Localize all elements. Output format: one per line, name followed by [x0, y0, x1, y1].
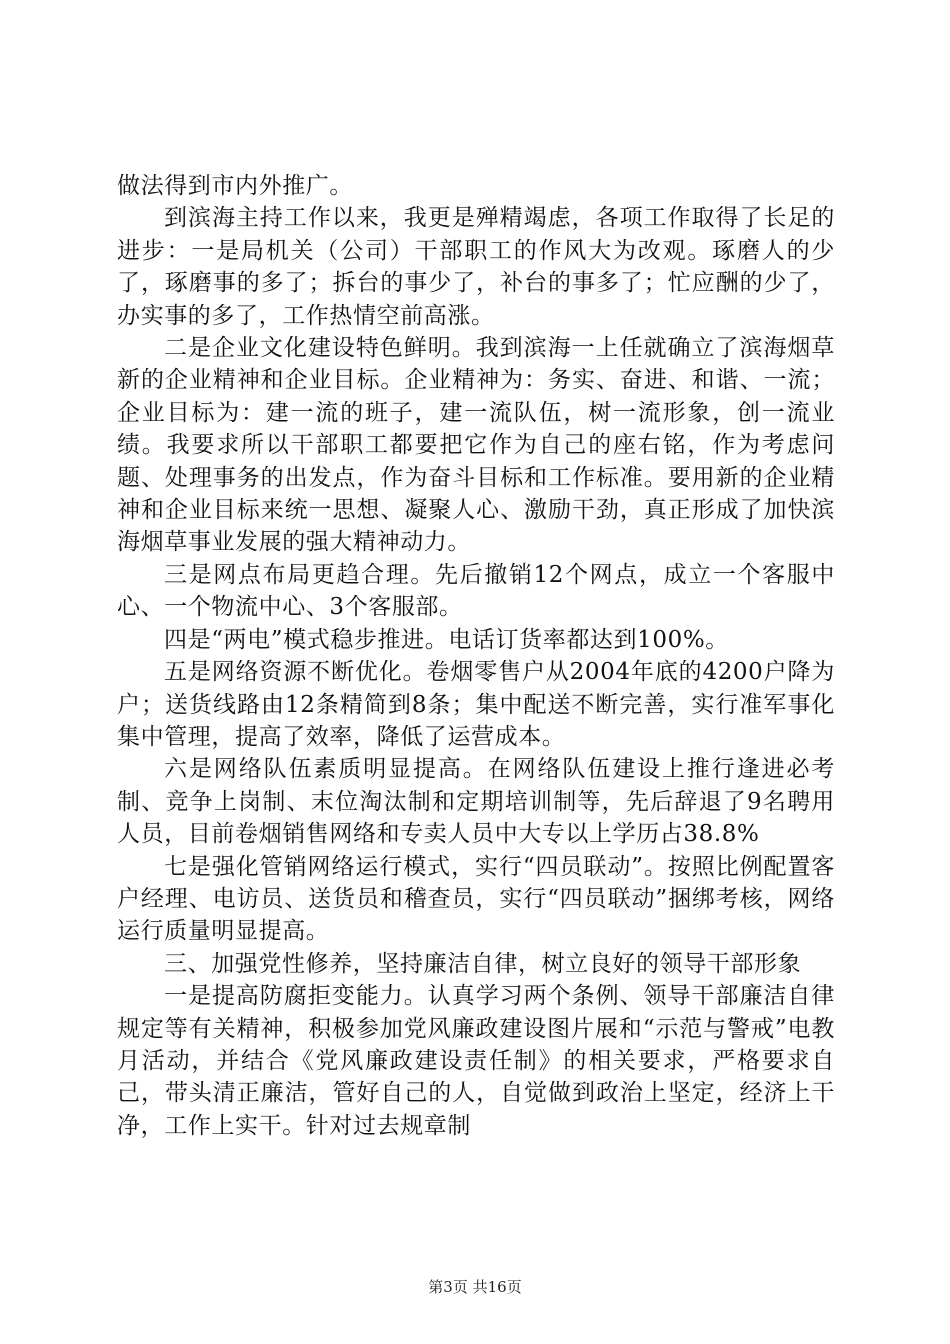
paragraph-2: 到滨海主持工作以来，我更是殚精竭虑，各项工作取得了长足的进步：一是局机关（公司）干部职工的作风大为改观。琢磨人的少了，琢磨事的多了；拆台的事少了，补台的事多了；忙应酬的少了，办实事的多了，工作热情空前高涨。	[117, 205, 835, 329]
paragraph-10: 一是提高防腐拒变能力。认真学习两个条例、领导干部廉洁自律规定等有关精神，积极参加党风廉政建设图片展和“示范与警戒”电教月活动，并结合《党风廉政建设责任制》的相关要求，严格要求自己，带头清正廉洁，管好自己的人，自觉做到政治上坚定，经济上干净，工作上实干。针对过去规章制	[117, 983, 835, 1139]
paragraph-1: 做法得到市内外推广。	[117, 173, 353, 199]
document-body	[117, 170, 835, 1142]
paragraph-4: 三是网点布局更趋合理。先后撤销12个网点，成立一个客服中心、一个物流中心、3个客服部。	[117, 561, 835, 621]
paragraph-5: 四是“两电”模式稳步推进。电话订货率都达到100%。	[164, 626, 729, 653]
section-heading: 三、加强党性修养，坚持廉洁自律，树立良好的领导干部形象	[164, 950, 802, 977]
page-footer: 第3页 共16页	[428, 1278, 522, 1296]
paragraph-7: 六是网络队伍素质明显提高。在网络队伍建设上推行逢进必考制、竞争上岗制、末位淘汰制和定期培训制等，先后辞退了9名聘用人员，目前卷烟销售网络和专卖人员中大专以上学历占38.8%	[117, 756, 835, 848]
paragraph-3: 二是企业文化建设特色鲜明。我到滨海一上任就确立了滨海烟草新的企业精神和企业目标。企业精神为：务实、奋进、和谐、一流；企业目标为：建一流的班子，建一流队伍，树一流形象，创一流业绩。我要求所以干部职工都要把它作为自己的座右铭，作为考虑问题、处理事务的出发点，作为奋斗目标和工作标准。要用新的企业精神和企业目标来统一思想、凝聚人心、激励干劲，真正形成了加快滨海烟草事业发展的强大精神动力。	[117, 335, 835, 556]
paragraph-6: 五是网络资源不断优化。卷烟零售户从2004年底的4200户降为户；送货线路由12条精简到8条；集中配送不断完善，实行准军事化集中管理，提高了效率，降低了运营成本。	[117, 659, 835, 750]
paragraph-8: 七是强化管销网络运行模式，实行“四员联动”。按照比例配置客户经理、电访员、送货员和稽查员，实行“四员联动”捆绑考核，网络运行质量明显提高。	[117, 853, 835, 945]
